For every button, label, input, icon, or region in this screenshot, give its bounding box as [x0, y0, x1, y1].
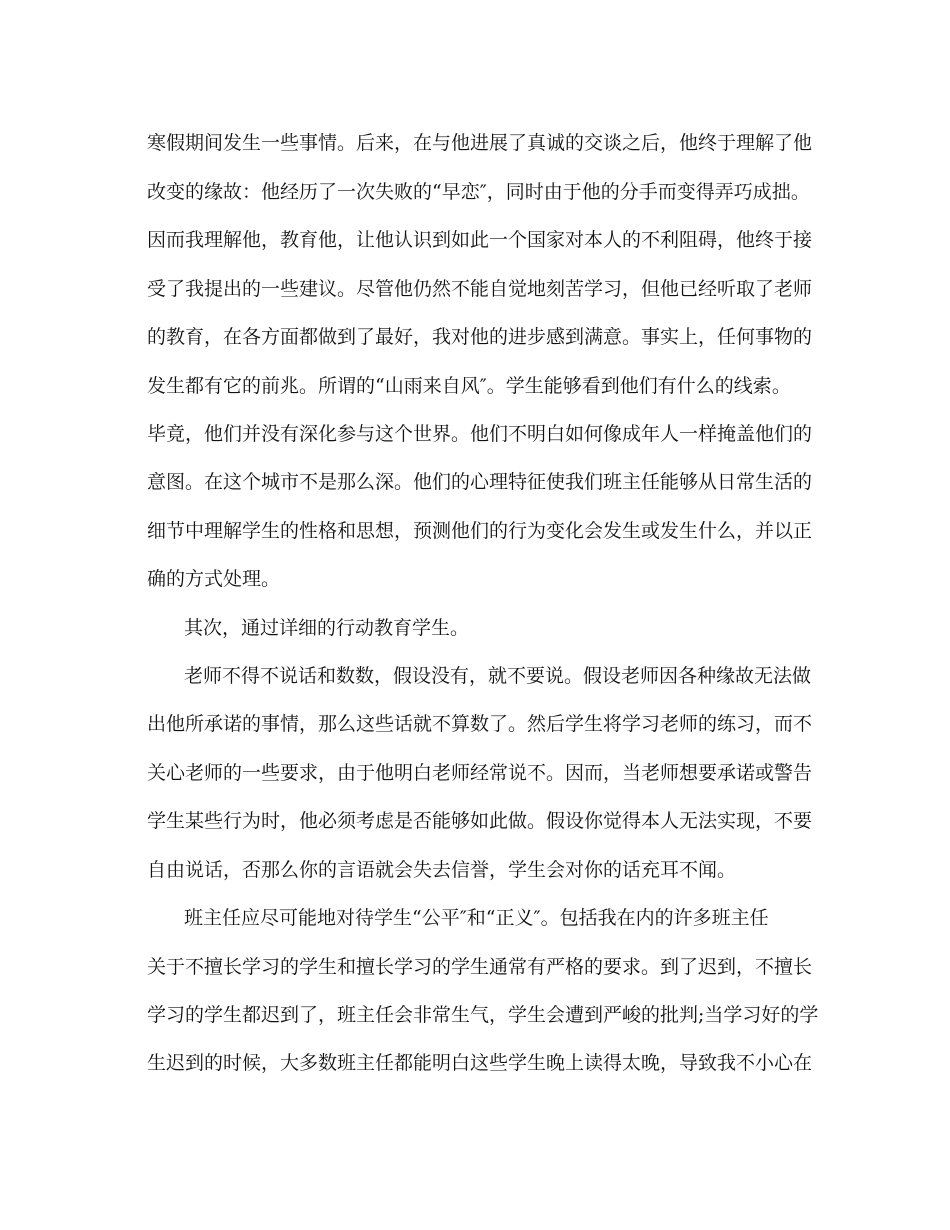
text-line-1: 寒假期间发生一些事情。后来，在与他进展了真诚的交谈之后，他终于理解了他: [147, 132, 813, 154]
text-line-12: 老师不得不说话和数数，假设没有，就不要说。假设老师因各种缘故无法做: [184, 665, 812, 687]
text-line-10: 确的方式处理。: [147, 568, 281, 590]
section-heading: 其次，通过详细的行动教育学生。: [184, 617, 470, 639]
text-line-14: 关心老师的一些要求，由于他明白老师经常说不。因而，当老师想要承诺或警告: [147, 762, 813, 784]
text-line-19: 学习的学生都迟到了，班主任会非常生气，学生会遭到严峻的批判;当学习好的学: [147, 1004, 819, 1026]
text-line-15: 学生某些行为时，他必须考虑是否能够如此做。假设你觉得本人无法实现，不要: [147, 810, 813, 832]
text-line-8: 意图。在这个城市不是那么深。他们的心理特征使我们班主任能够从日常生活的: [147, 471, 813, 493]
text-line-2: 改变的缘故：他经历了一次失败的“早恋″，同时由于他的分手而变得弄巧成拙。: [147, 181, 810, 203]
text-line-16: 自由说话，否那么你的言语就会失去信誉，学生会对你的话充耳不闻。: [147, 859, 737, 881]
text-line-9: 细节中理解学生的性格和思想，预测他们的行为变化会发生或发生什么，并以正: [147, 520, 813, 542]
text-line-4: 受了我提出的一些建议。尽管他仍然不能自觉地刻苦学习，但他已经听取了老师: [147, 278, 813, 300]
text-line-5: 的教育，在各方面都做到了最好，我对他的进步感到满意。事实上，任何事物的: [147, 326, 813, 348]
text-line-13: 出他所承诺的事情，那么这些话就不算数了。然后学生将学习老师的练习，而不: [147, 713, 813, 735]
text-line-3: 因而我理解他，教育他，让他认识到如此一个国家对本人的不利阻碍，他终于接: [147, 229, 813, 251]
text-line-20: 生迟到的时候，大多数班主任都能明白这些学生晚上读得太晚，导致我不小心在: [147, 1052, 813, 1074]
text-line-6: 发生都有它的前兆。所谓的“山雨来自风″。学生能够看到他们有什么的线索。: [147, 375, 791, 397]
text-line-17: 班主任应尽可能地对待学生“公平″和“正义″。包括我在内的许多班主任: [184, 907, 769, 929]
text-line-18: 关于不擅长学习的学生和擅长学习的学生通常有严格的要求。到了迟到，不擅长: [147, 956, 813, 978]
text-line-7: 毕竟，他们并没有深化参与这个世界。他们不明白如何像成年人一样掩盖他们的: [147, 423, 813, 445]
